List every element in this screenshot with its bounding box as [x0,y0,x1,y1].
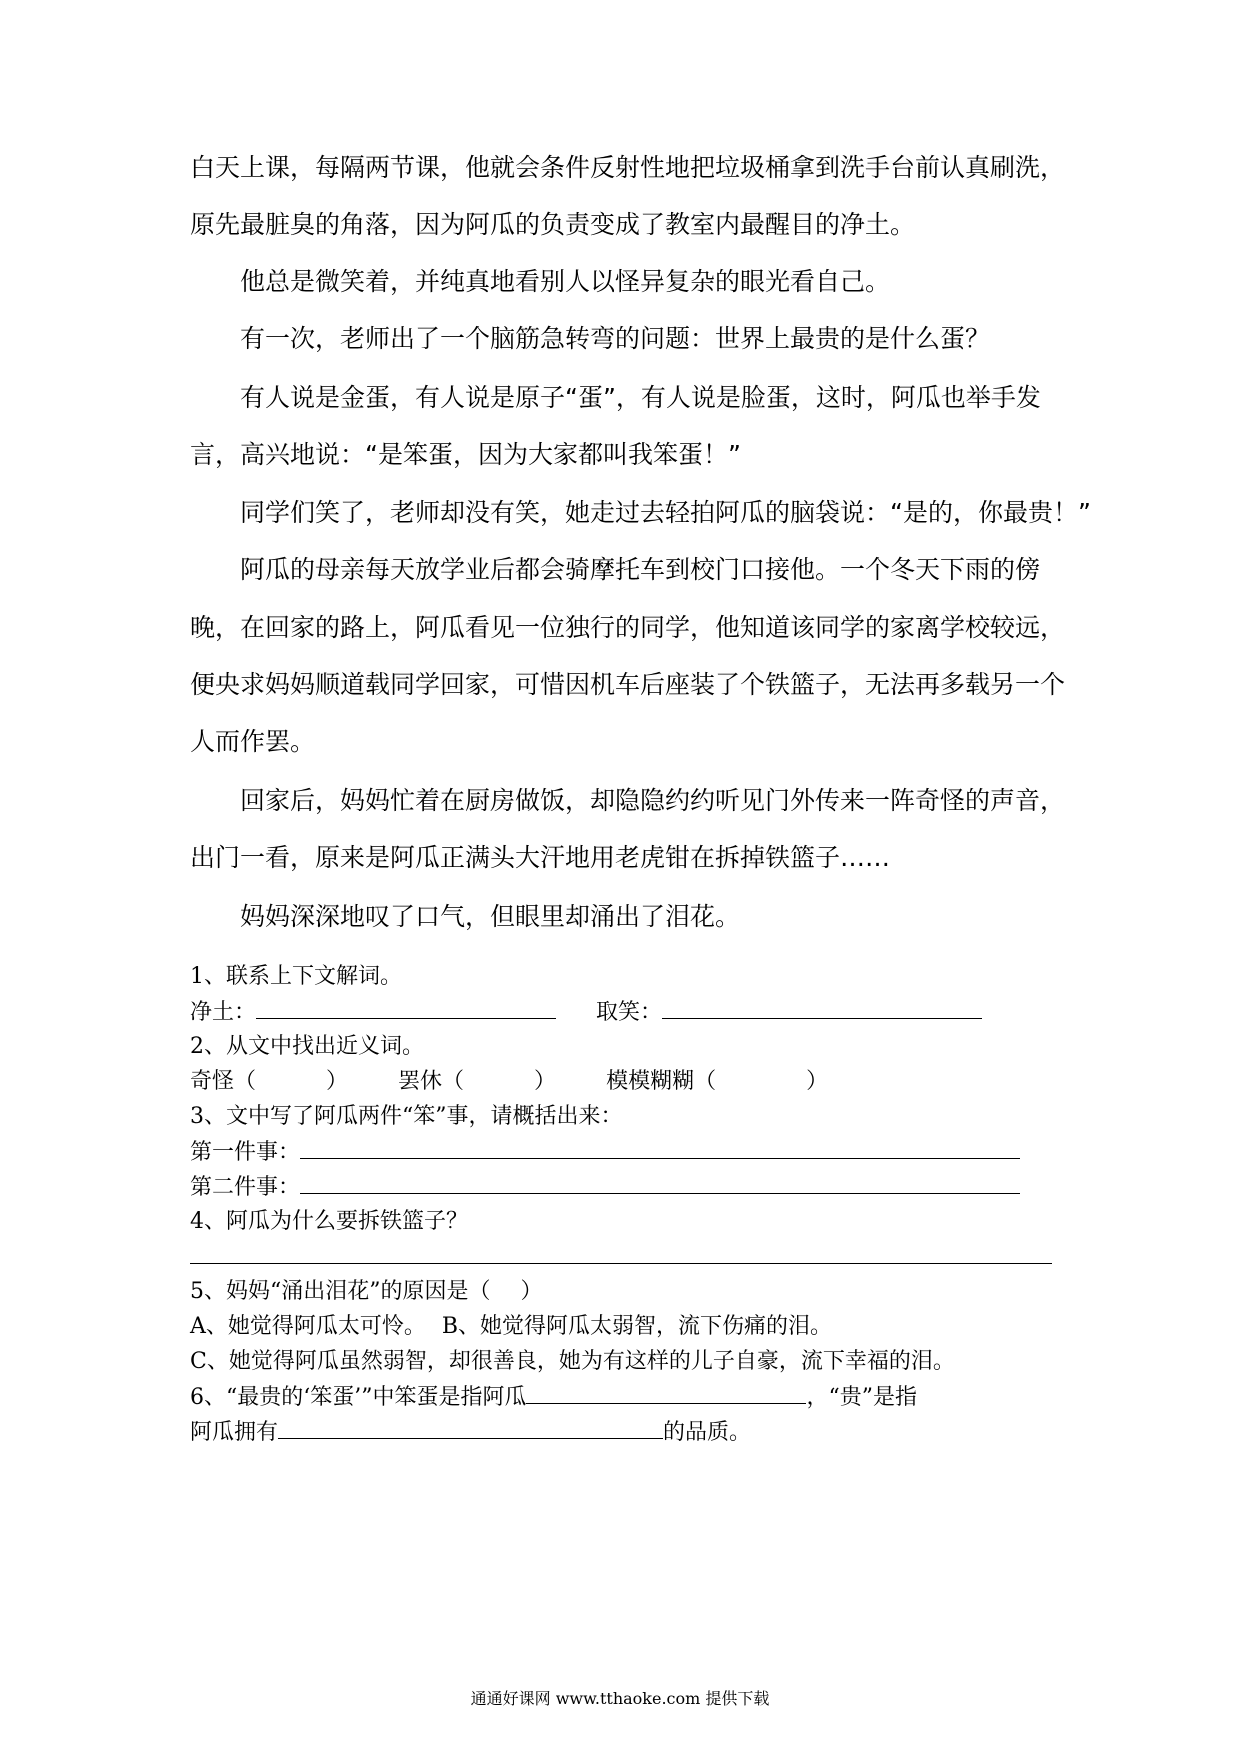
q3-first-blank[interactable] [300,1138,1020,1159]
story-line: 妈妈深深地叹了口气，但眼里却涌出了泪花。 [240,902,741,931]
q3-second-blank[interactable] [300,1173,1020,1194]
story-line: 有一次，老师出了一个脑筋急转弯的问题：世界上最贵的是什么蛋？ [240,324,991,353]
story-line: 人而作罢。 [190,727,316,756]
q2-word-1: 奇怪（ [190,1069,257,1094]
story-line: 他总是微笑着，并纯真地看别人以怪异复杂的眼光看自己。 [240,267,891,296]
question-2-title: 2、从文中找出近义词。 [190,1034,424,1059]
q5-option-a: A、她觉得阿瓜太可怜。 [190,1314,426,1339]
q1-blank-a[interactable] [256,998,556,1019]
story-line: 回家后，妈妈忙着在厨房做饭，却隐隐约约听见门外传来一阵奇怪的声音， [240,786,1066,815]
question-5-options-ab [190,1313,832,1341]
story-line: 便央求妈妈顺道载同学回家，可惜因机车后座装了个铁篮子，无法再多载另一个 [190,670,1066,699]
q3-first-label: 第一件事： [190,1140,301,1165]
question-3-first [190,1138,1020,1167]
q3-second-label: 第二件事： [190,1175,301,1200]
q5-option-b: B、她觉得阿瓜太弱智，流下伤痛的泪。 [441,1314,833,1339]
footer-suffix: 提供下载 [705,1689,770,1708]
story-line: 阿瓜的母亲每天放学业后都会骑摩托车到校门口接他。一个冬天下雨的傍 [240,555,1041,584]
footer-site-name: 通通好课网 [470,1689,551,1708]
q2-word-3: 模模糊糊（ [606,1069,717,1094]
q1-blank-b[interactable] [662,998,982,1019]
question-3-second [190,1173,1020,1202]
question-2-answers: 奇怪（ ） 罢休（ ） 模模糊糊（ ） [190,1069,829,1094]
story-line: 晚，在回家的路上，阿瓜看见一位独行的同学，他知道该同学的家离学校较远， [190,613,1066,642]
question-1-answers [190,998,982,1027]
story-line: 言，高兴地说：“是笨蛋，因为大家都叫我笨蛋！” [190,440,741,469]
story-line: 原先最脏臭的角落，因为阿瓜的负责变成了教室内最醒目的净土。 [190,210,916,239]
q1-label-b: 取笑： [596,1000,663,1025]
story-line: 同学们笑了，老师却没有笑，她走过去轻拍阿瓜的脑袋说：“是的，你最贵！” [240,498,1091,527]
question-4-answer [190,1243,1052,1272]
question-4-title: 4、阿瓜为什么要拆铁篮子？ [190,1209,468,1234]
question-1-title: 1、联系上下文解词。 [190,964,402,989]
page-footer [0,1686,1240,1709]
question-5-title: 5、妈妈“涌出泪花”的原因是（ ） [190,1279,543,1304]
q1-label-a: 净土： [190,1000,257,1025]
question-3-title: 3、文中写了阿瓜两件“笨”事，请概括出来： [190,1104,623,1129]
q6-blank-2[interactable] [278,1418,663,1439]
q4-blank[interactable] [190,1243,1052,1264]
footer-url[interactable]: www.tthaoke.com [555,1689,701,1708]
q2-word-2: 罢休（ [398,1069,465,1094]
story-line: 白天上课，每隔两节课，他就会条件反射性地把垃圾桶拿到洗手台前认真刷洗， [190,153,1066,182]
q6-blank-1[interactable] [526,1383,806,1404]
story-line: 有人说是金蛋，有人说是原子“蛋”，有人说是脸蛋，这时，阿瓜也举手发 [240,383,1041,412]
question-6-line-1: 6、“最贵的‘笨蛋’”中笨蛋是指阿瓜 ，“贵”是指 [190,1385,917,1410]
question-5-option-c: C、她觉得阿瓜虽然弱智，却很善良，她为有这样的儿子自豪，流下幸福的泪。 [190,1349,955,1374]
question-6-line-2: 阿瓜拥有 的品质。 [190,1420,752,1445]
story-line: 出门一看，原来是阿瓜正满头大汗地用老虎钳在拆掉铁篮子…… [190,843,891,872]
